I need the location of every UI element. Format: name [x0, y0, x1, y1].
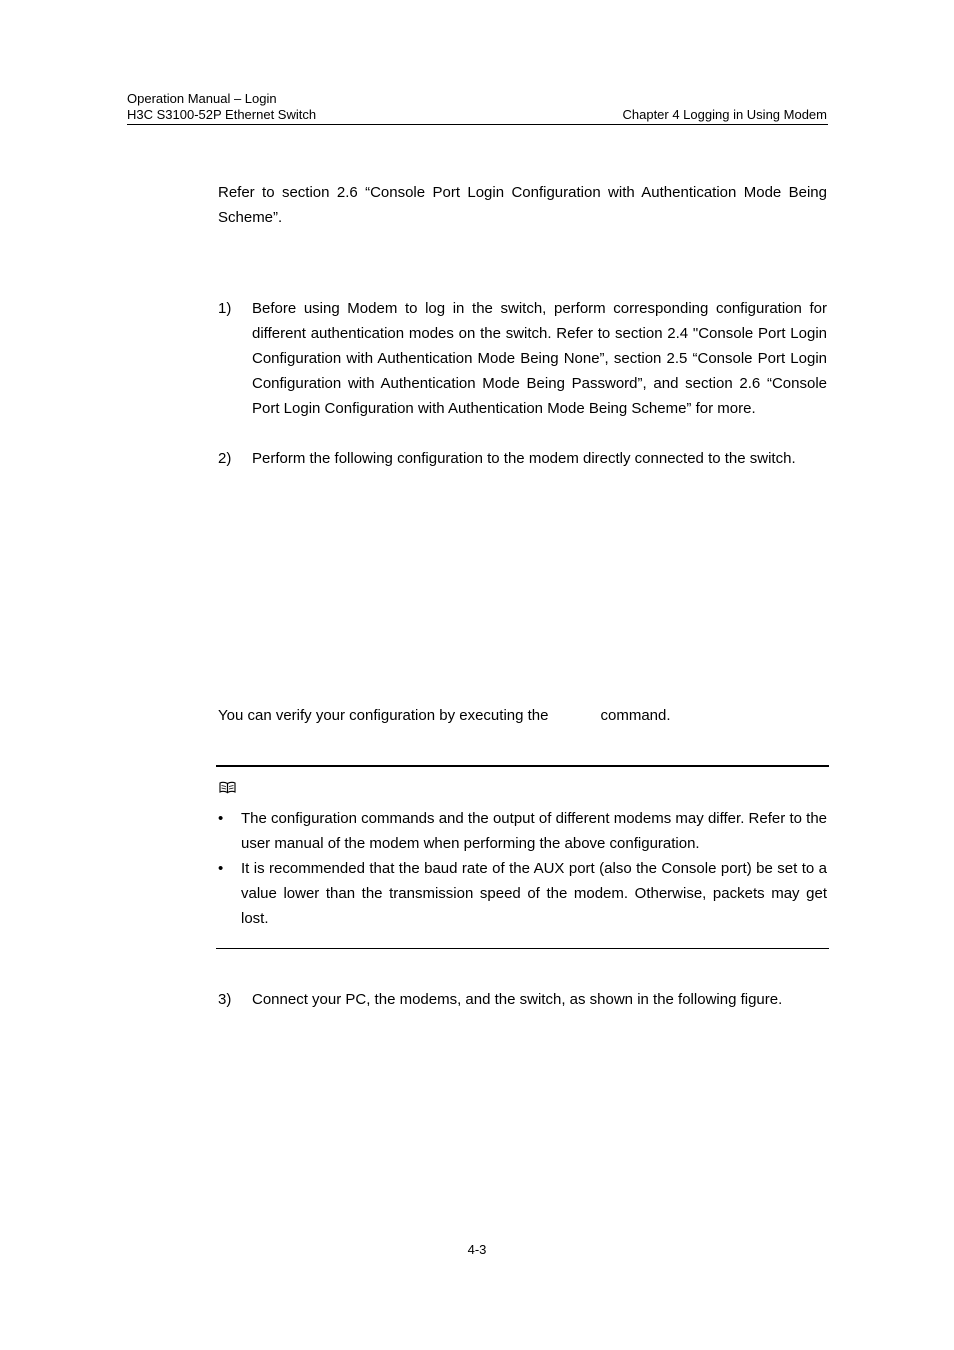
step-1: [218, 296, 827, 421]
note-bullet-text: It is recommended that the baud rate of the AUX port (also the Console port) be set to a value lower than the transmission speed of the modem. Otherwise, packets may get lost.: [241, 860, 827, 927]
step-text: Perform the following configuration to the modem directly connected to the switch.: [252, 450, 796, 467]
verify-text-before: You can verify your configuration by executing the: [218, 707, 549, 724]
book-icon: [219, 781, 236, 794]
step-text: Connect your PC, the modems, and the switch, as shown in the following figure.: [252, 991, 783, 1008]
note-top-rule: [216, 765, 829, 767]
note-bottom-rule: [216, 948, 829, 949]
header-product-name: H3C S3100-52P Ethernet Switch: [127, 107, 317, 122]
header-chapter: Chapter 4 Logging in Using Modem: [622, 107, 827, 122]
page-number: 4-3: [467, 1242, 487, 1257]
note-bullet-2: [218, 856, 827, 931]
bullet-dot-icon: •: [218, 810, 224, 827]
step-number: 1): [218, 300, 232, 317]
step-number: 3): [218, 991, 232, 1008]
step-2: [218, 446, 827, 471]
step-text: Before using Modem to log in the switch, perform corresponding configuration for different authentication modes on the switch. Refer to section 2.4 "Console Port Login Configuration with Authentication Mode Being None”, section 2.5 “Console Port Login Configuration with Authentication Mode Being Password”, and section 2.6 “Console Port Login Configuration with Authentication Mode Being Scheme” for more.: [252, 300, 827, 417]
step-number: 2): [218, 450, 232, 467]
note-bullet-1: [218, 806, 827, 856]
bullet-dot-icon: •: [218, 860, 224, 877]
step-3: [218, 987, 827, 1012]
note-bullet-text: The configuration commands and the output of different modems may differ. Refer to the user manual of the modem when performing the above configuration.: [241, 810, 827, 852]
verify-text-after: command.: [600, 707, 671, 724]
verify-paragraph: [218, 703, 827, 728]
header-manual-name: Operation Manual – Login: [127, 91, 277, 106]
header-divider: [127, 124, 828, 125]
intro-paragraph: Refer to section 2.6 “Console Port Login Configuration with Authentication Mode Being Scheme”.: [218, 184, 827, 226]
header-title: [127, 91, 316, 123]
